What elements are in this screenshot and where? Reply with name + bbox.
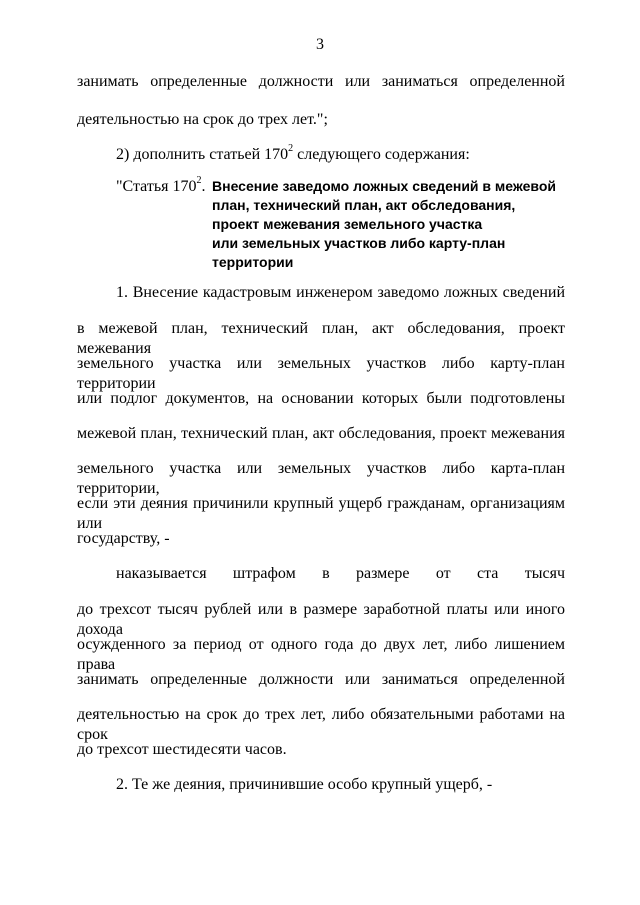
part1-line: земельного участка или земельных участков либо карту-план территории: [77, 355, 565, 392]
penalty-line: до трехсот тысяч рублей или в размере заработной платы или иного дохода: [77, 601, 565, 638]
penalty-line: до трехсот шестидесяти часов.: [77, 741, 287, 758]
paragraph-line: деятельностью на срок до трех лет.";: [77, 111, 328, 128]
item2-text-tail: следующего содержания:: [293, 146, 470, 163]
article-number: "Статья $170^2$.: [116, 174, 206, 195]
paragraph-line: занимать определенные должности или заниматься определенной: [77, 73, 565, 90]
article-title: [212, 177, 556, 272]
article-title-line: план, технический план, акт обследования,: [212, 197, 516, 213]
part1-line: 1. Внесение кадастровым инженером заведомо ложных сведений: [116, 284, 565, 301]
article-title-line: Внесение заведомо ложных сведений в межевой: [212, 178, 556, 194]
page-number: 3: [316, 36, 324, 53]
part1-line: межевой план, технический план, акт обследования, проект межевания: [77, 425, 565, 442]
penalty-line: наказывается штрафом в размере от ста тысяч: [116, 565, 565, 582]
item2-text: 2) дополнить статьей 170: [116, 146, 289, 163]
amendment-item-2: [116, 142, 604, 165]
article-title-line: или земельных участков либо карту-план: [212, 235, 506, 251]
article-title-line: проект межевания земельного участка: [212, 216, 483, 232]
item2-superscript: 2: [288, 142, 294, 154]
part1-line: если эти деяния причинили крупный ущерб гражданам, организациям или: [77, 495, 565, 532]
penalty-line: деятельностью на срок до трех лет, либо обязательными работами на срок: [77, 706, 565, 743]
part1-line: государству, -: [77, 530, 170, 547]
penalty-line: занимать определенные должности или заниматься определенной: [77, 671, 565, 688]
part1-line: земельного участка или земельных участков либо карта-план территории,: [77, 460, 565, 497]
part1-line: в межевой план, технический план, акт обследования, проект межевания: [77, 320, 565, 357]
part1-line: или подлог документов, на основании которых были подготовлены: [77, 390, 565, 407]
part2-line: 2. Те же деяния, причинившие особо крупный ущерб, -: [116, 776, 493, 793]
article-title-line: территории: [212, 254, 294, 270]
penalty-line: осужденного за период от одного года до двух лет, либо лишением права: [77, 636, 565, 673]
